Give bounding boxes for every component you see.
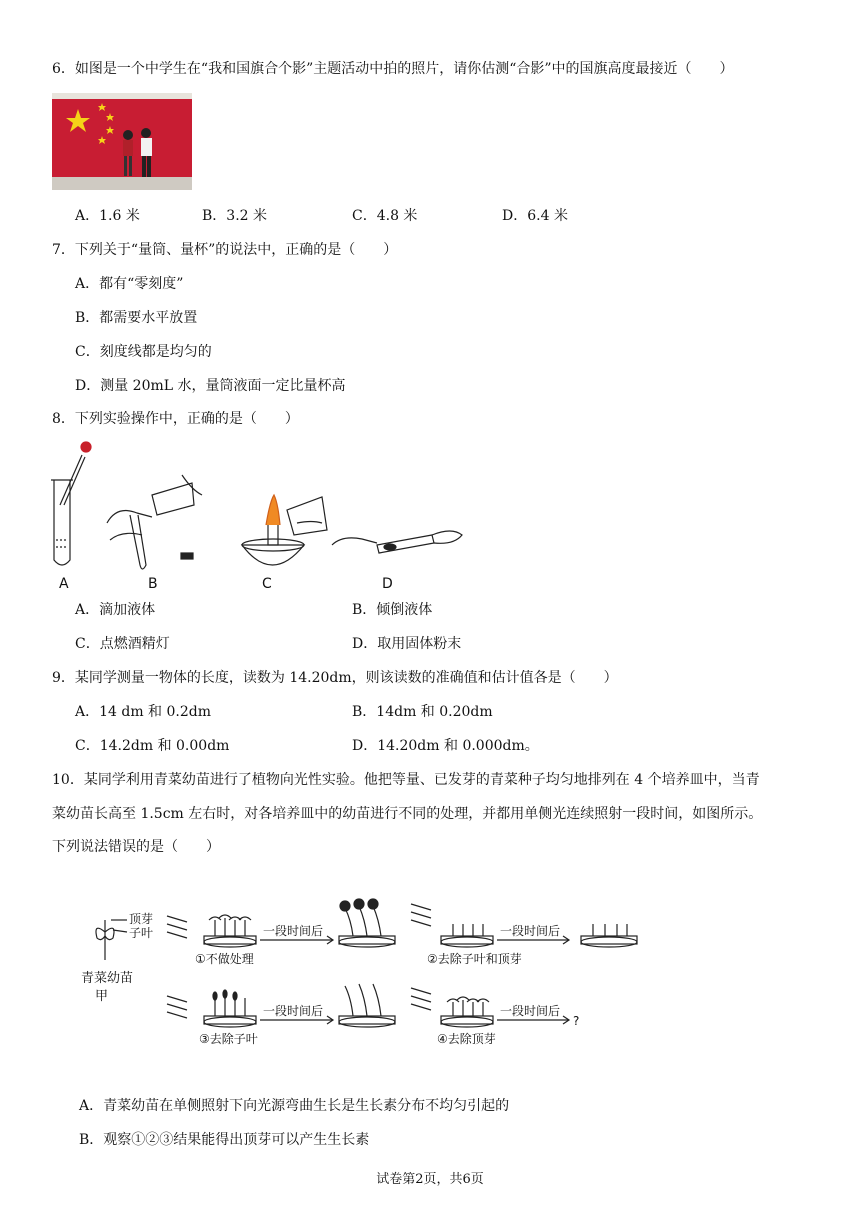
light-arrows-1 [167, 916, 187, 938]
label-terminal-bud: 顶芽 [129, 912, 154, 926]
seedling-id: 甲 [95, 989, 109, 1004]
q8-stem: 8．下列实验操作中，正确的是（ ） [52, 411, 299, 427]
unknown-result: ? [573, 1014, 580, 1028]
phototropism-figure [75, 880, 645, 1060]
q8-option-b: B．倾倒液体 [352, 602, 433, 618]
q10-stem-line-3: 下列说法错误的是（ ） [52, 839, 220, 855]
q6-stem: 6．如图是一个中学生在“我和国旗合个影”主题活动中拍的照片，请你估测“合影”中的国旗高度最接近（ ） [52, 61, 734, 77]
q6-option-a: A．1.6 米 [75, 208, 140, 224]
q8-option-d: D．取用固体粉末 [352, 636, 462, 652]
after-text-2: 一段时间后 [500, 924, 561, 938]
q7-option-b: B．都需要水平放置 [75, 310, 198, 326]
lab-operations-figure [42, 435, 512, 595]
q6-option-d: D．6.4 米 [502, 208, 568, 224]
q9-option-c: C．14.2dm 和 0.00dm [75, 738, 230, 754]
q9-option-b: B．14dm 和 0.20dm [352, 704, 493, 720]
q10-stem-line-2: 菜幼苗长高至 1.5cm 左右时，对各培养皿中的幼苗进行不同的处理，并都用单侧光连续照射一段时间，如图所示。 [52, 806, 763, 822]
q9-stem: 9．某同学测量一物体的长度，读数为 14.20dm，则该读数的准确值和估计值各是（ ） [52, 670, 618, 686]
after-text-1: 一段时间后 [263, 924, 324, 938]
fig8-label-d: D [382, 576, 393, 592]
q10-stem-line-1: 10．某同学利用青菜幼苗进行了植物向光性实验。他把等量、已发芽的青菜种子均匀地排列在 4 个培养皿中，当青 [52, 772, 760, 788]
seedling-name: 青菜幼苗 [81, 971, 134, 986]
q7-option-a: A．都有“零刻度” [75, 276, 184, 292]
fig8-label-b: B [148, 576, 158, 592]
q9-option-a: A．14 dm 和 0.2dm [75, 704, 212, 720]
q6-option-c: C．4.8 米 [352, 208, 418, 224]
treatment-3: ③去除子叶 [199, 1032, 258, 1046]
after-text-4: 一段时间后 [500, 1004, 561, 1018]
label-cotyledon: 子叶 [129, 926, 154, 940]
q8-option-a: A．滴加液体 [75, 602, 156, 618]
q7-stem: 7．下列关于“量筒、量杯”的说法中，正确的是（ ） [52, 242, 398, 258]
fig8-label-a: A [59, 576, 69, 592]
q6-option-b: B．3.2 米 [202, 208, 268, 224]
q9-option-d: D．14.20dm 和 0.000dm。 [352, 738, 539, 754]
treatment-2: ②去除子叶和顶芽 [427, 952, 522, 966]
after-text-3: 一段时间后 [263, 1004, 324, 1018]
q7-option-c: C．刻度线都是均匀的 [75, 344, 212, 360]
flag-photo [52, 93, 192, 190]
fig8-label-c: C [262, 576, 272, 592]
q8-option-c: C．点燃酒精灯 [75, 636, 170, 652]
q7-option-d: D．测量 20mL 水，量筒液面一定比量杯高 [75, 378, 346, 394]
treatment-1: ①不做处理 [195, 952, 254, 966]
page-footer: 试卷第2页，共6页 [376, 1172, 484, 1187]
treatment-4: ④去除顶芽 [437, 1032, 496, 1046]
q10-option-a: A．青菜幼苗在单侧照射下向光源弯曲生长是生长素分布不均匀引起的 [79, 1098, 510, 1114]
q10-option-b: B．观察①②③结果能得出顶芽可以产生生长素 [79, 1132, 370, 1148]
